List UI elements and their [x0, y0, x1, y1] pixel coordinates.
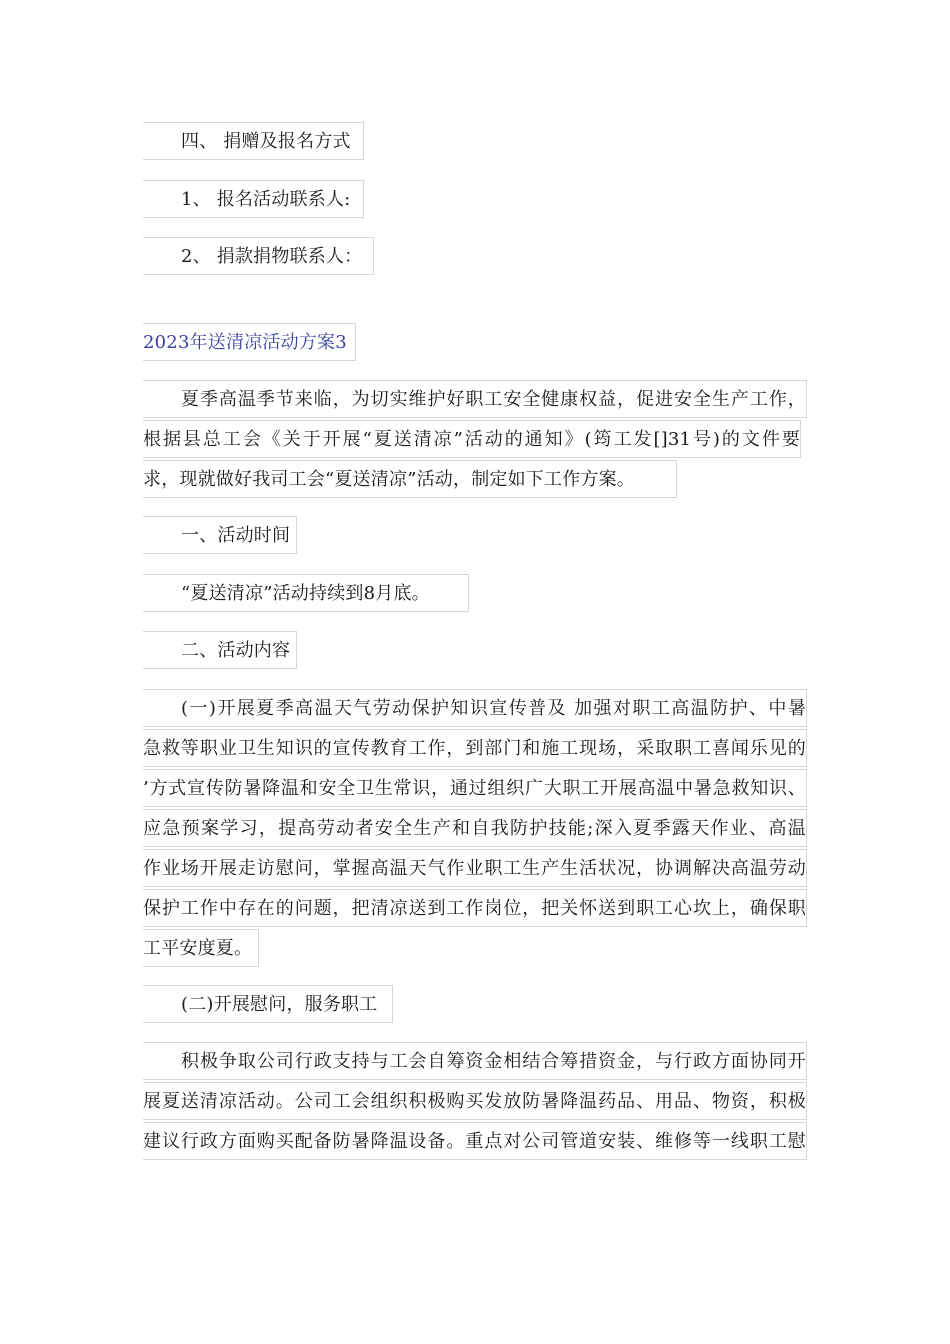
sub2-line-1: 积极争取公司行政支持与工会自筹资金相结合筹措资金，与行政方面协同开 — [143, 1042, 807, 1080]
section-four-title: 四、 捐赠及报名方式 — [143, 122, 364, 160]
sub2-line-2: 展夏送清凉活动。公司工会组织积极购买发放防暑降温药品、用品、物资，积极 — [143, 1082, 807, 1120]
intro-line-2: 根据县总工会《关于开展“夏送清凉”活动的通知》(筠工发[]31号)的文件要 — [143, 420, 801, 458]
contact-signup-label: 1、 报名活动联系人: — [143, 180, 364, 218]
section-one-title: 一、活动时间 — [143, 516, 297, 554]
contact-donation-label: 2、 捐款捐物联系人： — [143, 237, 374, 275]
intro-line-1: 夏季高温季节来临，为切实维护好职工安全健康权益，促进安全生产工作， — [143, 380, 807, 418]
sub2-line-3: 建议行政方面购买配备防暑降温设备。重点对公司管道安装、维修等一线职工慰 — [143, 1122, 807, 1160]
sub1-line-7: 工平安度夏。 — [143, 929, 259, 967]
sub1-line-3: ’方式宣传防暑降温和安全卫生常识，通过组织广大职工开展高温中暑急救知识、 — [143, 769, 807, 807]
sub1-line-5: 作业场开展走访慰问，掌握高温天气作业职工生产生活状况，协调解决高温劳动 — [143, 849, 807, 887]
section-one-text: “夏送清凉”活动持续到8月底。 — [143, 574, 469, 612]
sub1-line-2: 急救等职业卫生知识的宣传教育工作，到部门和施工现场，采取职工喜闻乐见的 — [143, 729, 807, 767]
plan-heading: 2023年送清凉活动方案3 — [143, 323, 356, 361]
section-two-title: 二、活动内容 — [143, 631, 297, 669]
sub1-line-4: 应急预案学习，提高劳动者安全生产和自我防护技能;深入夏季露天作业、高温 — [143, 809, 807, 847]
sub2-title: (二)开展慰问，服务职工 — [143, 985, 393, 1023]
sub1-line-6: 保护工作中存在的问题，把清凉送到工作岗位，把关怀送到职工心坎上，确保职 — [143, 889, 807, 927]
intro-line-3: 求，现就做好我司工会“夏送清凉”活动，制定如下工作方案。 — [143, 460, 677, 498]
sub1-line-1: (一)开展夏季高温天气劳动保护知识宣传普及 加强对职工高温防护、中暑 — [143, 689, 807, 727]
